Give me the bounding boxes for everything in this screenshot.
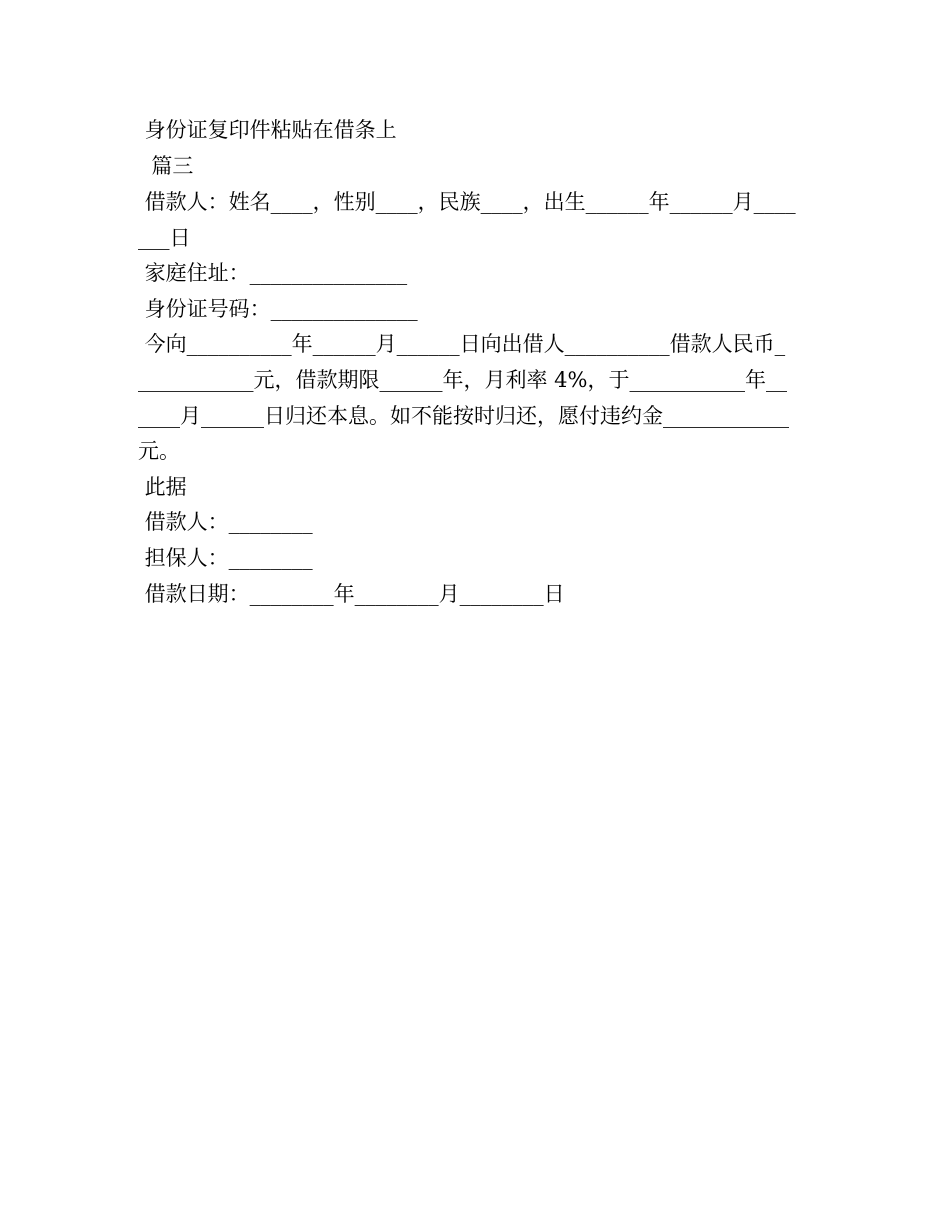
loan-date-line: 借款日期：________年________月________日	[138, 582, 565, 606]
home-address-line: 家庭住址：_______________	[138, 261, 408, 285]
section-title: 篇三	[138, 154, 194, 178]
loan-body-line-2: ___________元，借款期限______年，月利率 4%，于___________年__	[138, 368, 787, 392]
heading-id-copy-note: 身份证复印件粘贴在借条上	[138, 118, 397, 142]
borrower-info-line: 借款人：姓名____，性别____，民族____，出生______年______月____	[138, 190, 796, 214]
borrower-signature-line: 借款人：________	[138, 510, 313, 534]
borrower-info-line-cont: ___日	[138, 226, 191, 250]
loan-body-line-3: ____月______日归还本息。如不能按时归还，愿付违约金____________	[138, 404, 789, 428]
loan-body-line-4: 元。	[138, 439, 180, 463]
closing-phrase: 此据	[138, 475, 187, 499]
guarantor-signature-line: 担保人：________	[138, 546, 313, 570]
id-number-line: 身份证号码：______________	[138, 297, 418, 321]
loan-body-line-1: 今向__________年______月______日向出借人__________借款人民币_	[138, 332, 786, 356]
